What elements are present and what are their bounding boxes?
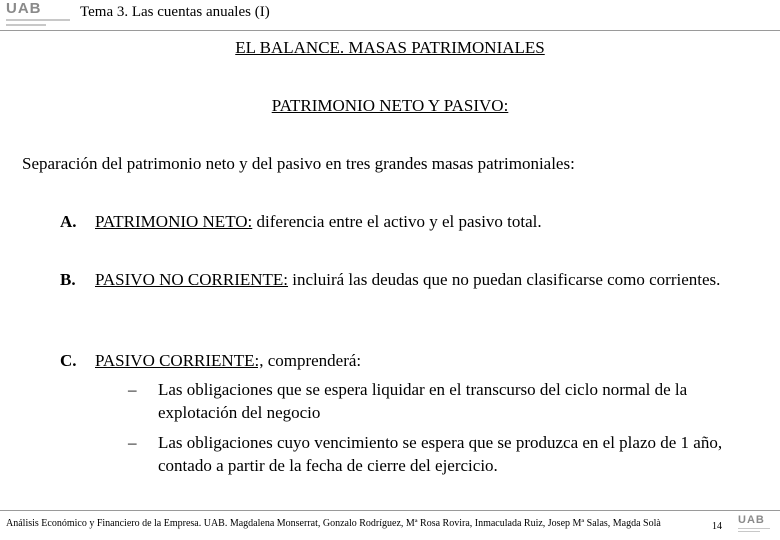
footer-credits: Análisis Económico y Financiero de la Empresa. UAB. Magdalena Monserrat, Gonzalo Rodríguez, Mª Rosa Rovira, Inmaculada Ruiz, Josep Mª Salas, Magda Solà [6, 518, 661, 529]
list-item-a [60, 210, 750, 233]
dash-bullet: – [128, 433, 137, 452]
slide-subtitle: PATRIMONIO NETO Y PASIVO: [271, 96, 509, 115]
footer-divider [0, 510, 780, 511]
sub-item-text: Las obligaciones que se espera liquidar en el transcurso del ciclo normal de la explotación del negocio [158, 380, 688, 422]
uab-logo-footer-mark: UAB [738, 514, 765, 526]
header-divider [0, 30, 780, 31]
sub-item-text: Las obligaciones cuyo vencimiento se espera que se produzca en el plazo de 1 año, contado a partir de la fecha de cierre del ejercicio. [158, 433, 723, 475]
item-heading: PATRIMONIO NETO: [95, 212, 253, 231]
logo-line [6, 24, 46, 26]
item-letter: B. [60, 270, 76, 289]
item-letter: C. [60, 351, 77, 370]
item-text: diferencia entre el activo y el pasivo total. [252, 212, 542, 231]
logo-line [738, 528, 770, 529]
item-heading: PASIVO NO CORRIENTE: [95, 270, 289, 289]
sub-item [128, 431, 758, 477]
item-text: comprenderá: [263, 351, 362, 370]
logo-line [738, 531, 760, 532]
sub-item [128, 378, 758, 424]
header-title: Tema 3. Las cuentas anuales (I) [80, 4, 270, 20]
uab-logo [6, 2, 76, 30]
page-number: 14 [712, 521, 722, 532]
list-item-c [60, 349, 750, 372]
intro-text: Separación del patrimonio neto y del pasivo en tres grandes masas patrimoniales: [22, 154, 575, 173]
item-letter: A. [60, 212, 77, 231]
item-heading: PASIVO CORRIENTE:, [95, 351, 264, 370]
logo-line [6, 19, 70, 21]
slide-title: EL BALANCE. MASAS PATRIMONIALES [235, 38, 545, 57]
uab-logo-mark: UAB [6, 0, 42, 17]
uab-logo-footer [738, 514, 776, 532]
list-item-b [60, 268, 750, 291]
item-text: incluirá las deudas que no puedan clasificarse como corrientes. [288, 270, 721, 289]
dash-bullet: – [128, 380, 137, 399]
